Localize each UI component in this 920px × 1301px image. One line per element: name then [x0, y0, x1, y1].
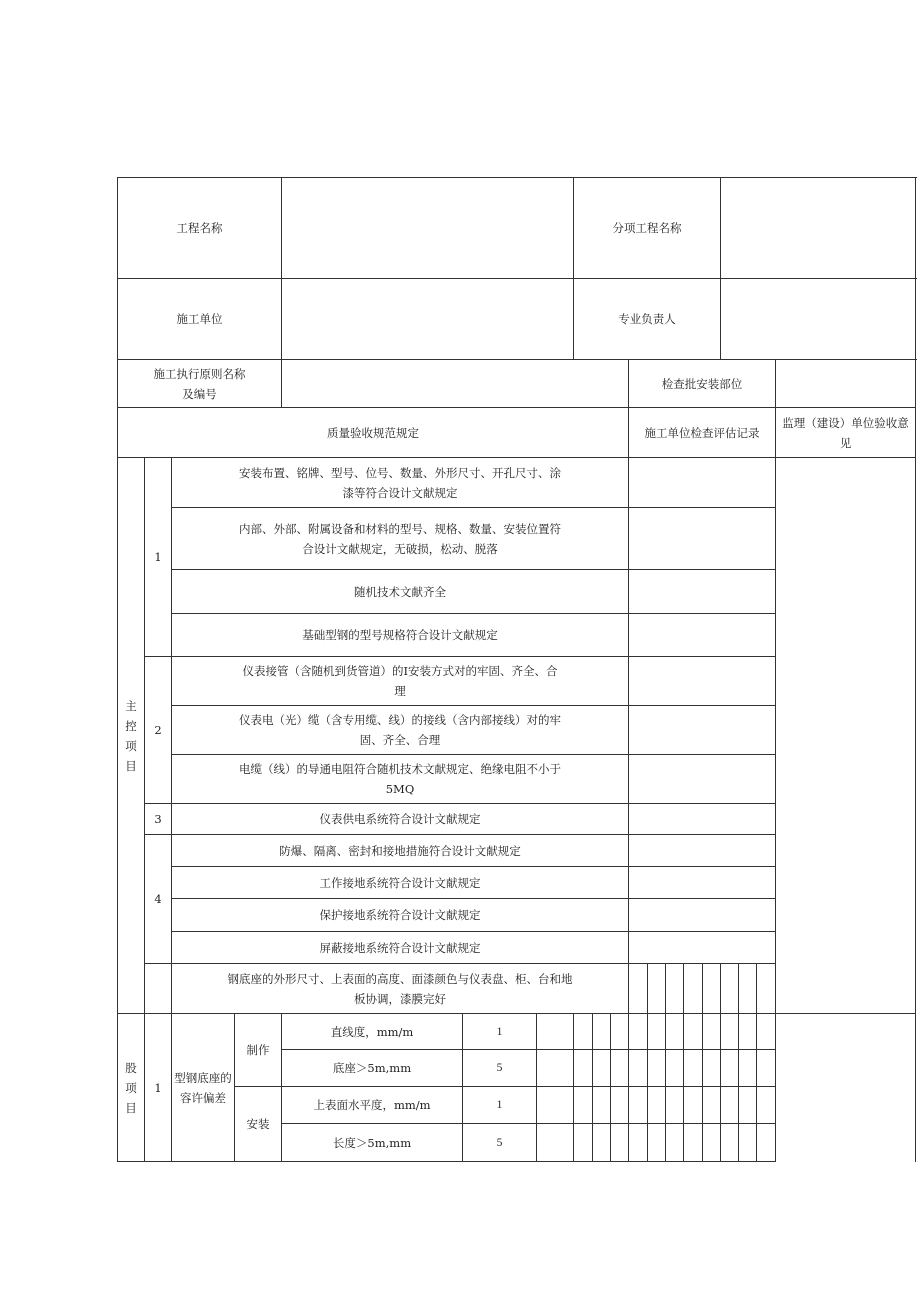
- measure-cell[interactable]: [648, 1050, 666, 1087]
- standard-label-line1: 施工执行原则名称: [153, 366, 246, 381]
- measure-cell[interactable]: [611, 1050, 629, 1087]
- main-control-char: 主: [125, 698, 137, 713]
- measure-cell[interactable]: [757, 1087, 776, 1124]
- general-label-char: 项: [125, 1080, 137, 1095]
- measure-cell[interactable]: [757, 1124, 776, 1162]
- general-label-char: 目: [125, 1100, 137, 1115]
- item-text: 工作接地系统符合设计文献规定: [172, 867, 629, 899]
- measure-cell[interactable]: [593, 1050, 611, 1087]
- measure-cell[interactable]: [703, 1014, 721, 1050]
- group-number: 2: [145, 657, 172, 804]
- measure-cell[interactable]: [703, 1050, 721, 1087]
- contractor-record-header: 施工单位检查评估记录: [629, 408, 776, 458]
- inspection-form-table: [117, 177, 916, 1162]
- measure-cell[interactable]: [721, 1050, 739, 1087]
- measure-cell[interactable]: [648, 1124, 666, 1162]
- item-text: 仪表供电系统符合设计文献规定: [172, 804, 629, 835]
- measure-cell[interactable]: [703, 1087, 721, 1124]
- item-line: 钢底座的外形尺寸、上表面的高度、面漆颜色与仪表盘、柜、台和地: [227, 971, 573, 986]
- item-line: 理: [394, 684, 406, 698]
- measure-cell[interactable]: [611, 1014, 629, 1050]
- group-number: 4: [145, 835, 172, 964]
- record-cell[interactable]: [629, 508, 776, 570]
- measure-cell[interactable]: [593, 1014, 611, 1050]
- record-cell[interactable]: [629, 899, 776, 932]
- item-text: [172, 508, 629, 570]
- measure-cell[interactable]: [721, 1087, 739, 1124]
- measure-cell[interactable]: [666, 1014, 684, 1050]
- measure-cell[interactable]: [666, 1050, 684, 1087]
- main-control-char: 项: [125, 738, 137, 753]
- main-control-char: 控: [125, 718, 137, 733]
- tally-cell[interactable]: [684, 964, 703, 1014]
- general-item-number: 1: [145, 1014, 172, 1162]
- measure-cell[interactable]: [593, 1087, 611, 1124]
- measure-cell[interactable]: [739, 1014, 757, 1050]
- measure-cell[interactable]: [684, 1050, 703, 1087]
- tolerance-desc: 底座＞5m,mm: [282, 1050, 463, 1087]
- record-cell[interactable]: [629, 458, 776, 508]
- measure-cell[interactable]: [648, 1087, 666, 1124]
- measure-cell[interactable]: [666, 1087, 684, 1124]
- item-line: 内部、外部、附属设备和材料的型号、规格、数量、安装位置符: [239, 521, 561, 536]
- item-text: 屏蔽接地系统符合设计文献规定: [172, 932, 629, 964]
- measure-cell[interactable]: [703, 1124, 721, 1162]
- item-line: 漆等符合设计文献规定: [342, 485, 458, 500]
- measure-cell[interactable]: [574, 1014, 593, 1050]
- measure-cell[interactable]: [611, 1087, 629, 1124]
- measure-cell[interactable]: [593, 1124, 611, 1162]
- standard-label: [118, 360, 282, 408]
- item-line: 5MQ: [385, 782, 415, 796]
- sub-project-label: 分项工程名称: [574, 178, 721, 279]
- measure-cell[interactable]: [648, 1014, 666, 1050]
- measure-cell[interactable]: [611, 1124, 629, 1162]
- blank-cell: [145, 964, 172, 1014]
- supervisor-opinion-line1: 监理（建设）单位验收意: [782, 415, 909, 430]
- supervisor-opinion-header: [776, 408, 916, 458]
- tolerance-desc: 长度＞5m,mm: [282, 1124, 463, 1162]
- subgroup-label: 安装: [235, 1087, 282, 1162]
- contractor-label: 施工单位: [118, 279, 282, 360]
- item-line: 仪表接管（含随机到货管道）的I安装方式对的牢固、齐全、合: [242, 664, 558, 678]
- measure-cell[interactable]: [684, 1124, 703, 1162]
- item-line: 型钢底座的: [174, 1070, 232, 1085]
- general-intro-text: [172, 964, 629, 1014]
- measure-cell[interactable]: [537, 1014, 574, 1050]
- measure-cell[interactable]: [721, 1014, 739, 1050]
- project-name-label: 工程名称: [118, 178, 282, 279]
- measure-cell[interactable]: [629, 1050, 648, 1087]
- item-text: [172, 657, 629, 706]
- item-line: 电缆（线）的导通电阻符合随机技术文献规定、绝缘电阻不小于: [239, 762, 561, 776]
- professional-lead-field[interactable]: [721, 279, 916, 360]
- tally-cell[interactable]: [739, 964, 757, 1014]
- standard-label-line2: 及编号: [182, 386, 217, 401]
- general-label-char: 股: [125, 1060, 137, 1075]
- record-cell[interactable]: [629, 867, 776, 899]
- record-cell[interactable]: [629, 835, 776, 867]
- tolerance-value: 1: [463, 1087, 537, 1124]
- measure-cell[interactable]: [537, 1050, 574, 1087]
- tolerance-desc: 直线度，mm/m: [282, 1014, 463, 1050]
- measure-cell[interactable]: [574, 1087, 593, 1124]
- item-text: [172, 458, 629, 508]
- record-cell[interactable]: [629, 804, 776, 835]
- tally-cell[interactable]: [757, 964, 776, 1014]
- tally-cell[interactable]: [666, 964, 684, 1014]
- record-cell[interactable]: [629, 614, 776, 657]
- measure-cell[interactable]: [629, 1087, 648, 1124]
- tolerance-value: 5: [463, 1124, 537, 1162]
- item-text: [172, 755, 629, 804]
- supervisor-opinion-line2: 见: [839, 435, 852, 450]
- measure-cell[interactable]: [739, 1087, 757, 1124]
- tally-cell[interactable]: [629, 964, 648, 1014]
- general-label: [118, 1014, 145, 1162]
- measure-cell[interactable]: [739, 1124, 757, 1162]
- tally-cell[interactable]: [648, 964, 666, 1014]
- project-name-field[interactable]: [282, 178, 574, 279]
- measure-cell[interactable]: [629, 1124, 648, 1162]
- item-line: 板协调，漆膜完好: [354, 991, 446, 1006]
- measure-cell[interactable]: [666, 1124, 684, 1162]
- tally-cell[interactable]: [703, 964, 721, 1014]
- tally-cell[interactable]: [721, 964, 739, 1014]
- record-cell[interactable]: [629, 657, 776, 706]
- main-control-char: 目: [125, 758, 137, 773]
- contractor-field[interactable]: [282, 279, 574, 360]
- group-number: 3: [145, 804, 172, 835]
- item-text: 随机技术文献齐全: [172, 570, 629, 614]
- sub-project-field[interactable]: [721, 178, 916, 279]
- item-text: 保护接地系统符合设计文献规定: [172, 899, 629, 932]
- measure-cell[interactable]: [629, 1014, 648, 1050]
- item-text: 防爆、隔离、密封和接地措施符合设计文献规定: [172, 835, 629, 867]
- install-location-label: 检查批安装部位: [629, 360, 776, 408]
- item-line: 容许偏差: [180, 1090, 226, 1105]
- subgroup-label: 制作: [235, 1014, 282, 1087]
- install-location-field[interactable]: [776, 360, 916, 408]
- record-cell[interactable]: [629, 706, 776, 755]
- tolerance-value: 1: [463, 1014, 537, 1050]
- item-line: 合设计文献规定，无破损，松动、脱落: [302, 541, 498, 556]
- item-text: 基础型钢的型号规格符合设计文献规定: [172, 614, 629, 657]
- record-cell[interactable]: [629, 570, 776, 614]
- record-cell[interactable]: [629, 932, 776, 964]
- group-number: 1: [145, 458, 172, 657]
- measure-cell[interactable]: [684, 1014, 703, 1050]
- supervisor-opinion-cell[interactable]: [776, 458, 916, 1014]
- item-line: 固、齐全、合理: [359, 733, 441, 747]
- item-line: 仪表电（光）缆（含专用缆、线）的接线（含内部接线）对的牢: [239, 713, 561, 727]
- tolerance-desc: 上表面水平度，mm/m: [282, 1087, 463, 1124]
- measure-cell[interactable]: [757, 1050, 776, 1087]
- item-text: [172, 706, 629, 755]
- professional-lead-label: 专业负责人: [574, 279, 721, 360]
- measure-cell[interactable]: [537, 1087, 574, 1124]
- item-line: 安装布置、铭牌、型号、位号、数量、外形尺寸、开孔尺寸、涂: [239, 465, 561, 480]
- measure-cell[interactable]: [574, 1124, 593, 1162]
- measure-cell[interactable]: [739, 1050, 757, 1087]
- measure-cell[interactable]: [721, 1124, 739, 1162]
- measure-cell[interactable]: [757, 1014, 776, 1050]
- main-control-label: [118, 458, 145, 1014]
- tolerance-item-label: [172, 1014, 235, 1162]
- tolerance-value: 5: [463, 1050, 537, 1087]
- record-cell[interactable]: [629, 755, 776, 804]
- spec-column-header: 质量验收规范规定: [118, 408, 629, 458]
- measure-cell[interactable]: [684, 1087, 703, 1124]
- measure-cell[interactable]: [574, 1050, 593, 1087]
- standard-field[interactable]: [282, 360, 629, 408]
- measure-cell[interactable]: [537, 1124, 574, 1162]
